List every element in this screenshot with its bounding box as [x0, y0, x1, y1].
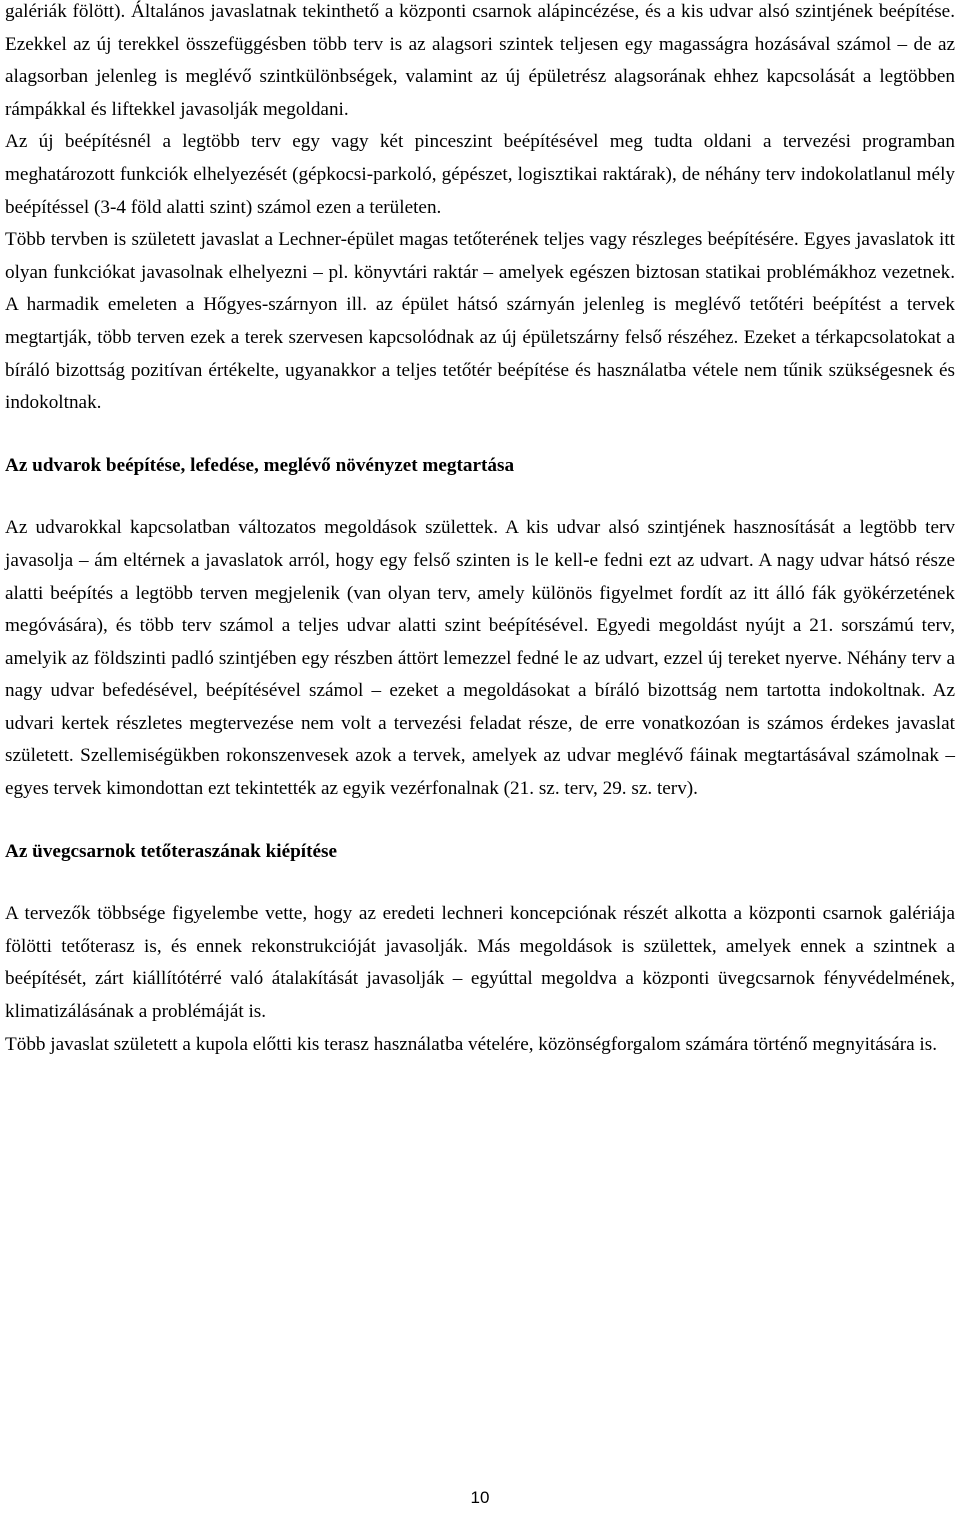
spacer: [5, 420, 955, 450]
page-number: 10: [470, 1488, 490, 1507]
paragraph-basement: galériák fölött). Általános javaslatnak tekinthető a központi csarnok alápincézése, és a kis udvar alsó szintjének beépítése. Ezekkel az új terekkel összefüggésben több terv is az alagsori szintek teljesen egy magasságra hozásával számol – de az alagsorban jelenleg is meglévő szintkülönbségek, valamint az új épületrész alagsorának ehhez kapcsolását a legtöbben rámpákkal és liftekkel javasolják megoldani.: [5, 1, 955, 120]
spacer: [5, 482, 955, 512]
paragraph-terrace: A tervezők többsége figyelembe vette, hogy az eredeti lechneri koncepciónak részét alkotta a központi csarnok galériája fölötti tetőterasz is, és ennek rekonstrukcióját javasolják. Más megoldások is születtek, amelyek ennek a szintnek a beépítését, zárt kiállítótérré való átalakítását javasolják – egyúttal megoldva a központi üvegcsarnok fényvédelmének, klimatizálásának a problémáját is.: [5, 903, 955, 1023]
document-page: [5, 0, 955, 1061]
spacer: [5, 868, 955, 898]
paragraph-courtyards: Az udvarokkal kapcsolatban változatos megoldások születtek. A kis udvar alsó szintjének hasznosítását a legtöbb terv javasolja – ám eltérnek a javaslatok arról, hogy egy felső szinten is le kell-e fedni ezt az udvart. A nagy udvar hátsó része alatti beépítés a legtöbb terven megjelenik (van olyan terv, amely különös figyelmet fordít az itt álló fák gyökérzetének megóvására), és több terv számol a teljes udvar alatti szint beépítésével. Egyedi megoldást nyújt a 21. sorszámú terv, amelyik az földszinti padló szintjében egy részben áttört lemezzel fedné le az udvart, ezzel új tereket nyerve. Néhány terv a nagy udvar befedésével, beépítésével számol – ezeket a megoldásokat a bíráló bizottság nem tartotta indokoltnak. Az udvari kertek részletes megtervezése nem volt a tervezési feladat része, de erre vonatkozóan is számos érdekes javaslat született. Szellemiségükben rokonszenvesek azok a tervek, amelyek az udvar meglévő fáinak megtartásával számolnak – egyes tervek kimondottan ezt tekintették az egyik vezérfonalnak (21. sz. terv, 29. sz. terv).: [5, 517, 955, 800]
section-heading-courtyards: Az udvarok beépítése, lefedése, meglévő növényzet megtartása: [5, 454, 515, 476]
paragraph-new-construction: Az új beépítésnél a legtöbb terv egy vagy két pinceszint beépítésével meg tudta oldani a tervezési programban meghatározott funkciók elhelyezését (gépkocsi-parkoló, gépészet, logisztikai raktárak), de néhány terv indokolatlanul mély beépítéssel (3-4 föld alatti szint) számol ezen a területen.: [5, 131, 955, 218]
paragraph-dome-terrace: Több javaslat született a kupola előtti kis terasz használatba vételére, közönségforgalom számára történő megnyitására is.: [5, 1033, 938, 1055]
spacer: [5, 806, 955, 836]
section-heading-terrace: Az üvegcsarnok tetőteraszának kiépítése: [5, 840, 337, 862]
paragraph-roof-space: Több tervben is született javaslat a Lechner-épület magas tetőterének teljes vagy részleges beépítésére. Egyes javaslatok itt olyan funkciókat javasolnak elhelyezni – pl. könyvtári raktár – amelyek egészen biztosan statikai problémákhoz vezetnek. A harmadik emeleten a Hőgyes-szárnyon ill. az épület hátsó szárnyán jelenleg is meglévő tetőtéri beépítést a tervek megtartják, több terven ezek a terek szervesen kapcsolódnak az új épületszárny felső részéhez. Ezeket a térkapcsolatokat a bíráló bizottság pozitívan értékelte, ugyanakkor a teljes tetőtér beépítése és használatba vétele nem tűnik szükségesnek és indokoltnak.: [5, 229, 955, 414]
